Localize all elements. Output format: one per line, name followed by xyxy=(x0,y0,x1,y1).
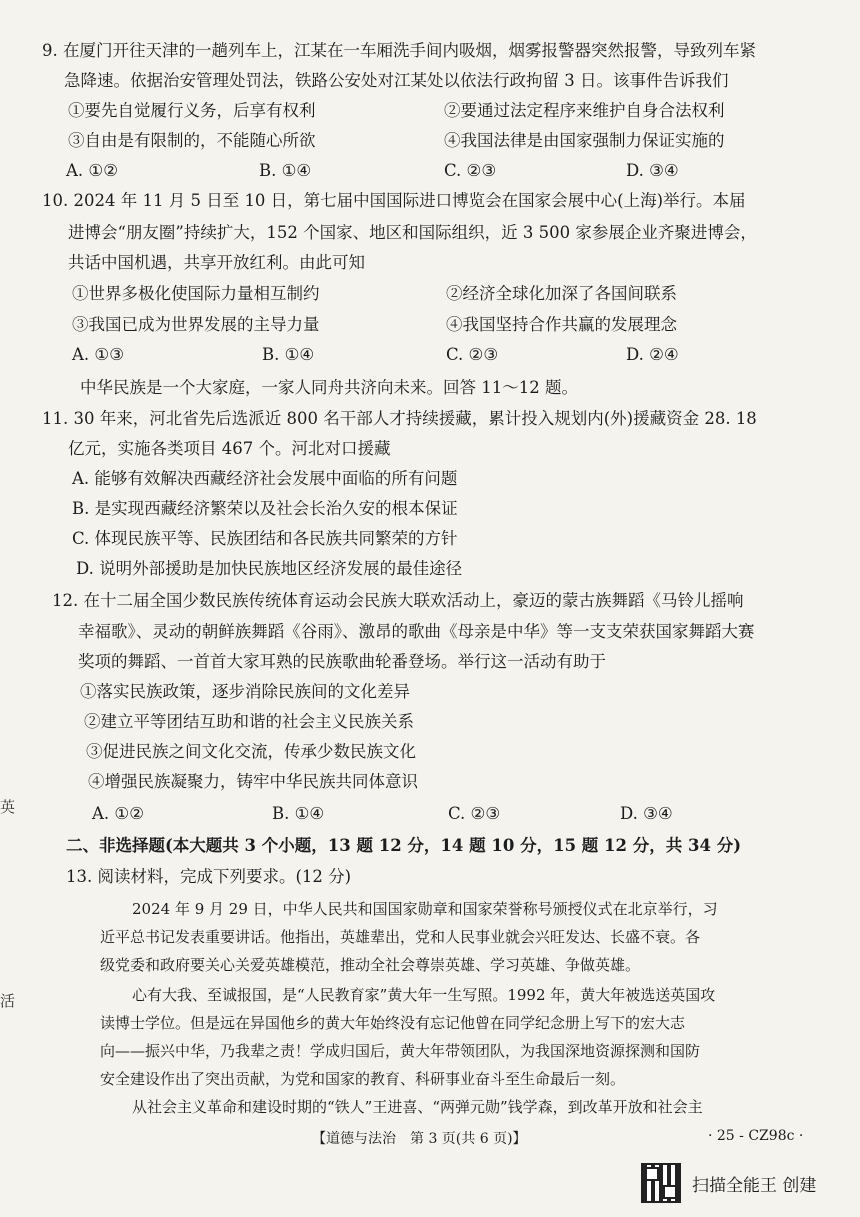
q9-option-d[interactable]: D. ③④ xyxy=(626,161,679,180)
q10-statement-1: ①世界多极化使国际力量相互制约 xyxy=(72,284,320,303)
qr-code-icon xyxy=(641,1163,681,1203)
margin-char-2: 活 xyxy=(0,992,16,1010)
q10-option-a[interactable]: A. ①③ xyxy=(72,345,124,364)
q12-stem-line2: 幸福歌》、灵动的朝鲜族舞蹈《谷雨》、激昂的歌曲《母亲是中华》等一支支荣获国家舞蹈大赛 xyxy=(78,622,755,641)
intro-11-12: 中华民族是一个大家庭，一家人同舟共济向未来。回答 11～12 题。 xyxy=(80,378,578,397)
q12-stem-line1: 12. 在十二届全国少数民族传统体育运动会民族大联欢活动上，豪迈的蒙古族舞蹈《马铃儿摇响 xyxy=(52,591,744,610)
q11-stem-line2: 亿元，实施各类项目 467 个。河北对口援藏 xyxy=(68,439,391,458)
q10-statement-2: ②经济全球化加深了各国间联系 xyxy=(446,284,677,303)
q13-para2-line1: 心有大我、至诚报国，是“人民教育家”黄大年一生写照。1992 年，黄大年被选送英国攻 xyxy=(132,986,716,1004)
q9-option-a[interactable]: A. ①② xyxy=(66,161,118,180)
q12-option-c[interactable]: C. ②③ xyxy=(448,804,501,823)
q12-statement-3: ③促进民族之间文化交流，传承少数民族文化 xyxy=(86,742,416,761)
q13-para1-line1: 2024 年 9 月 29 日，中华人民共和国国家勋章和国家荣誉称号颁授仪式在北京举行，习 xyxy=(132,900,718,918)
q13-title: 13. 阅读材料，完成下列要求。(12 分) xyxy=(66,867,352,886)
q13-para2-line2: 读博士学位。但是远在异国他乡的黄大年始终没有忘记他曾在同学纪念册上写下的宏大志 xyxy=(100,1014,686,1032)
margin-char-1: 英 xyxy=(0,798,16,816)
q12-statement-4: ④增强民族凝聚力，铸牢中华民族共同体意识 xyxy=(88,772,418,791)
q9-statement-1: ①要先自觉履行义务，后享有权利 xyxy=(68,101,316,120)
q13-para1-line2: 近平总书记发表重要讲话。他指出，英雄辈出，党和人民事业就会兴旺发达、长盛不衰。各 xyxy=(100,928,701,946)
q11-option-a[interactable]: A. 能够有效解决西藏经济社会发展中面临的所有问题 xyxy=(72,469,458,488)
q11-option-b[interactable]: B. 是实现西藏经济繁荣以及社会长治久安的根本保证 xyxy=(72,499,458,518)
q11-option-d[interactable]: D. 说明外部援助是加快民族地区经济发展的最佳途径 xyxy=(76,559,463,578)
q10-stem-line2: 进博会“朋友圈”持续扩大，152 个国家、地区和国际组织，近 3 500 家参展企业齐聚进博会， xyxy=(68,223,757,242)
q12-option-a[interactable]: A. ①② xyxy=(92,804,144,823)
q12-statement-2: ②建立平等团结互助和谐的社会主义民族关系 xyxy=(84,712,414,731)
q13-para2-line3: 向——振兴中华，乃我辈之责！学成归国后，黄大年带领团队，为我国深地资源探测和国防 xyxy=(100,1042,701,1060)
q9-stem-line1: 9. 在厦门开往天津的一趟列车上，江某在一车厢洗手间内吸烟，烟雾报警器突然报警，导致列车紧 xyxy=(42,41,756,60)
paper-code: · 25 - CZ98c · xyxy=(708,1128,804,1144)
page-footer: 【道德与法治 第 3 页(共 6 页)】 xyxy=(312,1131,527,1147)
section-2-heading: 二、非选择题(本大题共 3 个小题，13 题 12 分，14 题 10 分，15 题 12 分，共 34 分) xyxy=(66,836,742,855)
q13-para3-line1: 从社会主义革命和建设时期的“铁人”王进喜、“两弹元勋”钱学森，到改革开放和社会主 xyxy=(132,1098,703,1116)
scanner-watermark: 扫描全能王 创建 xyxy=(692,1176,817,1196)
q12-option-b[interactable]: B. ①④ xyxy=(272,804,325,823)
q10-option-c[interactable]: C. ②③ xyxy=(446,345,499,364)
q9-option-c[interactable]: C. ②③ xyxy=(444,161,497,180)
q11-stem-line1: 11. 30 年来，河北省先后选派近 800 名干部人才持续援藏，累计投入规划内(外)援藏资金 28. 18 xyxy=(42,409,757,428)
q9-stem-line2: 急降速。依据治安管理处罚法，铁路公安处对江某处以依法行政拘留 3 日。该事件告诉我们 xyxy=(64,71,729,90)
q9-option-b[interactable]: B. ①④ xyxy=(259,161,312,180)
q9-statement-3: ③自由是有限制的，不能随心所欲 xyxy=(68,131,316,150)
q10-option-b[interactable]: B. ①④ xyxy=(262,345,315,364)
q12-stem-line3: 奖项的舞蹈、一首首大家耳熟的民族歌曲轮番登场。举行这一活动有助于 xyxy=(78,652,606,671)
q13-para2-line4: 安全建设作出了突出贡献，为党和国家的教育、科研事业奋斗至生命最后一刻。 xyxy=(100,1070,626,1088)
q11-option-c[interactable]: C. 体现民族平等、民族团结和各民族共同繁荣的方针 xyxy=(72,529,458,548)
q10-option-d[interactable]: D. ②④ xyxy=(626,345,679,364)
q12-statement-1: ①落实民族政策，逐步消除民族间的文化差异 xyxy=(80,682,410,701)
q9-statement-2: ②要通过法定程序来维护自身合法权利 xyxy=(444,101,725,120)
q10-stem-line1: 10. 2024 年 11 月 5 日至 10 日，第七届中国国际进口博览会在国家会展中心(上海)举行。本届 xyxy=(42,191,746,210)
q13-para1-line3: 级党委和政府要关心关爱英雄模范，推动全社会尊崇英雄、学习英雄、争做英雄。 xyxy=(100,956,641,974)
q9-statement-4: ④我国法律是由国家强制力保证实施的 xyxy=(444,131,725,150)
q12-option-d[interactable]: D. ③④ xyxy=(620,804,673,823)
q10-statement-4: ④我国坚持合作共赢的发展理念 xyxy=(446,315,677,334)
q10-stem-line3: 共话中国机遇，共享开放红利。由此可知 xyxy=(68,253,365,272)
q10-statement-3: ③我国已成为世界发展的主导力量 xyxy=(72,315,320,334)
